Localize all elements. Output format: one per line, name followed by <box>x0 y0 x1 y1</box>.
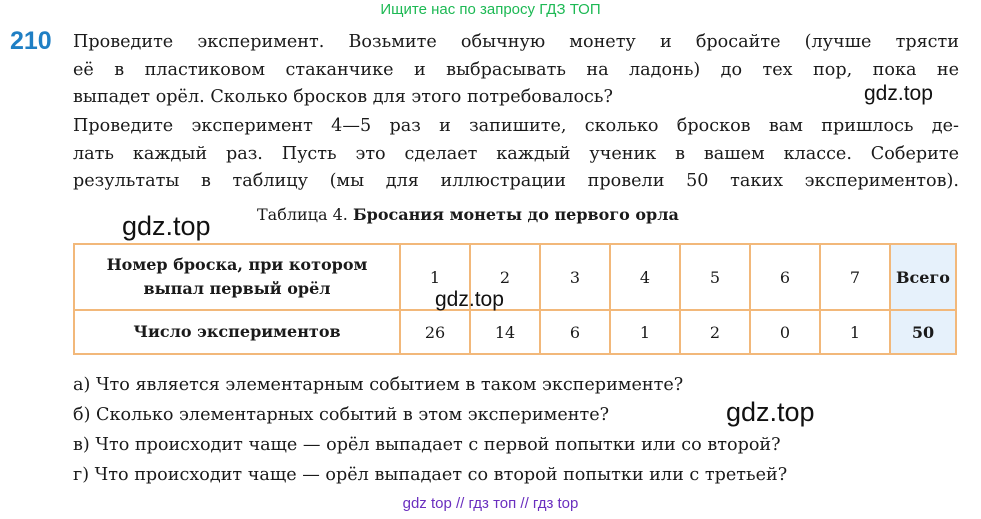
watermark-gdz: gdz.top <box>864 82 933 105</box>
top-banner[interactable]: Ищите нас по запросу ГДЗ ТОП <box>380 1 601 18</box>
results-table <box>73 243 957 355</box>
cell-throw-number: 2 <box>470 244 540 310</box>
table-caption-prefix: Таблица 4. <box>257 205 348 224</box>
cell-throw-number: 7 <box>820 244 890 310</box>
watermark-gdz: gdz.top <box>726 397 815 427</box>
cell-throw-number: 3 <box>540 244 610 310</box>
cell-experiment-count: 14 <box>470 310 540 354</box>
task-paragraph-1 <box>73 29 959 112</box>
table-row-experiments <box>74 310 956 354</box>
task-paragraph-2 <box>73 113 959 196</box>
paragraph-line: лать каждый раз. Пусть это сделает каждый ученик в вашем классе. Соберите <box>73 143 959 164</box>
header-line: выпал первый орёл <box>143 279 331 298</box>
cell-experiment-count: 0 <box>750 310 820 354</box>
paragraph-line: Проведите эксперимент. Возьмите обычную монету и бросайте (лучше трясти <box>73 32 959 52</box>
paragraph-line: выпадет орёл. Сколько бросков для этого потребовалось? <box>73 87 613 107</box>
cell-total-value: 50 <box>890 310 956 354</box>
cell-experiment-count: 2 <box>680 310 750 354</box>
question-c: в) Что происходит чаще — орёл выпадает с первой попытки или со второй? <box>73 435 781 455</box>
row-header-experiments: Число экспериментов <box>74 310 400 354</box>
table-caption <box>257 205 679 224</box>
table-caption-title: Бросания монеты до первого орла <box>352 205 679 224</box>
question-a: а) Что является элементарным событием в таком эксперименте? <box>73 375 684 395</box>
paragraph-line: её в пластиковом стаканчике и выбрасывать на ладонь) до тех пор, пока не <box>73 59 959 80</box>
cell-experiment-count: 1 <box>610 310 680 354</box>
cell-throw-number: 4 <box>610 244 680 310</box>
row-header-throw-number <box>74 244 400 310</box>
cell-throw-number: 6 <box>750 244 820 310</box>
paragraph-line: Проведите эксперимент 4—5 раз и запишите, сколько бросков вам пришлось де- <box>73 116 959 136</box>
cell-total-header: Всего <box>890 244 956 310</box>
cell-experiment-count: 6 <box>540 310 610 354</box>
watermark-gdz: gdz.top <box>122 211 211 241</box>
paragraph-line: результаты в таблицу (мы для иллюстрации провели 50 таких экспериментов). <box>73 171 959 191</box>
watermark-gdz: gdz.top <box>435 288 504 311</box>
question-b: б) Сколько элементарных событий в этом эксперименте? <box>73 405 610 425</box>
cell-experiment-count: 26 <box>400 310 470 354</box>
task-number: 210 <box>10 27 52 55</box>
bottom-banner[interactable]: gdz top // гдз топ // гдз top <box>402 495 579 512</box>
table-row-throw-number <box>74 244 956 310</box>
cell-throw-number: 5 <box>680 244 750 310</box>
cell-throw-number: 1 <box>400 244 470 310</box>
cell-experiment-count: 1 <box>820 310 890 354</box>
question-d: г) Что происходит чаще — орёл выпадает со второй попытки или с третьей? <box>73 465 788 485</box>
header-line: Номер броска, при котором <box>106 255 368 274</box>
